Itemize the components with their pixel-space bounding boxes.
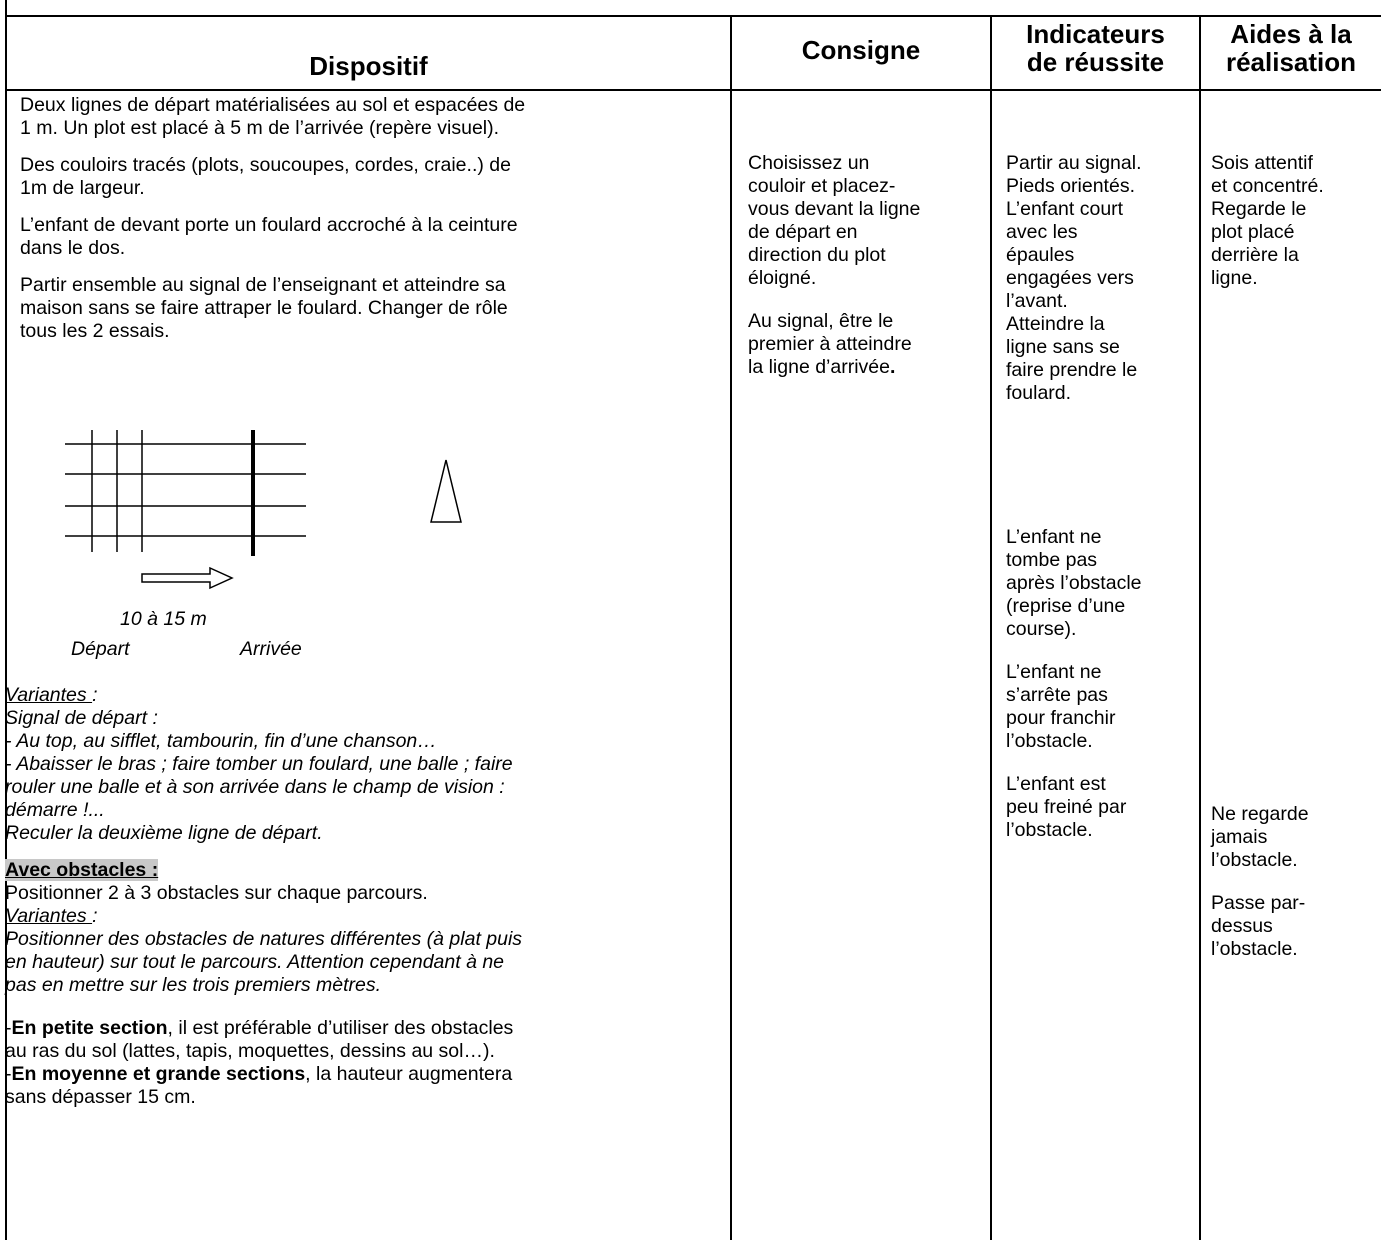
indicateurs-cell: Partir au signal. Pieds orientés. L’enfant court avec les épaules engagées vers l’avant. Atteindre la ligne sans se faire prendre le foulard. bbox=[1006, 152, 1142, 404]
figure-depart-label: Départ bbox=[71, 638, 130, 660]
header-bottom-border bbox=[5, 89, 1381, 91]
column-divider-1 bbox=[730, 16, 732, 1240]
header-dispositif: Dispositif bbox=[309, 51, 428, 81]
course-diagram bbox=[60, 430, 360, 600]
cone-marker-icon bbox=[428, 458, 464, 526]
aides-obstacles-cell: Ne regarde jamais l’obstacle. Passe par- dessus l’obstacle. bbox=[1211, 803, 1309, 960]
dispositif-cell: Deux lignes de départ matérialisées au sol et espacées de 1 m. Un plot est placé à 5 m de l’arrivée (repère visuel). Des couloirs tracés (plots, soucoupes, cordes, craie..) de 1m de largeur. L’enfant de devant porte un foulard accroché à la ceinture dans le dos. Partir ensemble au signal de l’enseignant et atteindre sa maison sans se faire attraper le foulard. Changer de rôle tous les 2 essais. bbox=[20, 94, 526, 342]
aides-cell: Sois attentif et concentré. Regarde le plot placé derrière la ligne. bbox=[1211, 152, 1324, 289]
column-divider-3 bbox=[1199, 16, 1201, 1240]
obstacles-heading: Avec obstacles : bbox=[5, 859, 159, 881]
figure-arrivee-label: Arrivée bbox=[240, 638, 302, 660]
table-top-border bbox=[5, 15, 1381, 17]
dispositif-variantes: Variantes : Signal de départ : - Au top, au sifflet, tambourin, fin d’une chanson… - Abaisser le bras ; faire tomber un foulard, une balle ; faire rouler une balle et à son arrivée dans le champ de vision : démarre !... Reculer la deuxième ligne de départ. Avec obstacles : Positionner 2 à 3 obstacles sur chaque parcours. Variantes : Positionner des obstacles de natures différentes (à plat puis en hauteur) sur tout le parcours. Attention cependant à ne pas en mettre sur les trois premiers mètres. -En petite section, il est préférable d’utiliser des obstacles au ras du sol (lattes, tapis, moquettes, dessins au sol…). -En moyenne et grande sections, la hauteur augmentera sans dépasser 15 cm. bbox=[5, 684, 523, 1108]
header-indicateurs: Indicateurs de réussite bbox=[1026, 19, 1165, 77]
column-divider-2 bbox=[990, 16, 992, 1240]
header-consigne: Consigne bbox=[801, 35, 921, 65]
consigne-cell: Choisissez un couloir et placez- vous devant la ligne de départ en direction du plot éloigné. Au signal, être le premier à atteindre la ligne d’arrivée. bbox=[748, 152, 921, 378]
figure-distance-label: 10 à 15 m bbox=[120, 608, 207, 630]
direction-arrow bbox=[142, 568, 232, 588]
indicateurs-obstacles-cell: L’enfant ne tombe pas après l’obstacle (reprise d’une course). L’enfant ne s’arrête pas pour franchir l’obstacle. L’enfant est peu freiné par l’obstacle. bbox=[1006, 526, 1142, 841]
header-aides: Aides à la réalisation bbox=[1225, 19, 1357, 77]
